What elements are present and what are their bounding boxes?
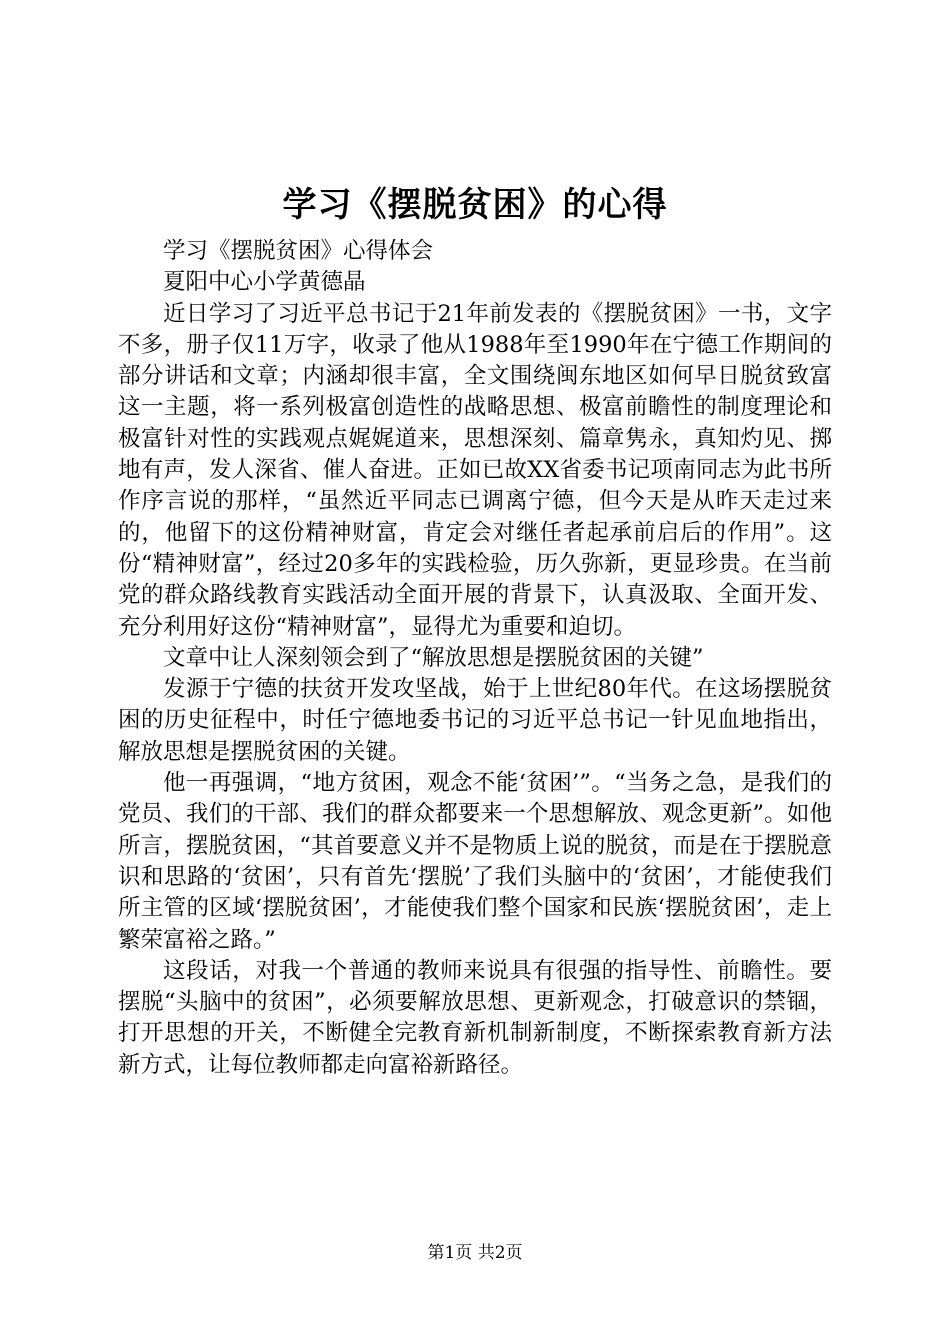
- paragraph: 这段话，对我一个普通的教师来说具有很强的指导性、前瞻性。要摆脱“头脑中的贫困”，必须要解放思想、更新观念，打破意识的禁锢，打开思想的开关，不断健全完教育新机制新制度，不断探索教育新方法新方式，让每位教师都走向富裕新路径。: [118, 957, 832, 1078]
- paragraph-heading: 文章中让人深刻领会到了“解放思想是摆脱贫困的关键”: [163, 644, 704, 671]
- page-footer: 第1页 共2页: [427, 1243, 523, 1263]
- document-title: 学习《摆脱贫困》的心得: [282, 185, 668, 225]
- paragraph: 他一再强调，“地方贫困，观念不能‘贫困’”。“当务之急，是我们的党员、我们的干部、我们的群众都要来一个思想解放、观念更新”。如他所言，摆脱贫困，“其首要意义并不是物质上说的脱贫，而是在于摆脱意识和思路的‘贫困’，只有首先‘摆脱’了我们头脑中的‘贫困’，才能使我们所主管的区域‘摆脱贫困’，才能使我们整个国家和民族‘摆脱贫困’，走上繁荣富裕之路。”: [118, 770, 832, 953]
- paragraph: 发源于宁德的扶贫开发攻坚战，始于上世纪80年代。在这场摆脱贫困的历史征程中，时任宁德地委书记的习近平总书记一针见血地指出，解放思想是摆脱贫困的关键。: [118, 676, 832, 765]
- document-body: [118, 236, 832, 1081]
- paragraph-subtitle: 学习《摆脱贫困》心得体会: [163, 238, 434, 264]
- paragraph-author: 夏阳中心小学黄德晶: [163, 269, 366, 296]
- paragraph: 近日学习了习近平总书记于21年前发表的《摆脱贫困》一书，文字不多，册子仅11万字，收录了他从1988年至1990年在宁德工作期间的部分讲话和文章；内涵却很丰富，全文围绕闽东地区如何早日脱贫致富这一主题，将一系列极富创造性的战略思想、极富前瞻性的制度理论和极富针对性的实践观点娓娓道来，思想深刻、篇章隽永，真知灼见、掷地有声，发人深省、催人奋进。正如已故XX省委书记项南同志为此书所作序言说的那样，“虽然近平同志已调离宁德，但今天是从昨天走过来的，他留下的这份精神财富，肯定会对继任者起承前启后的作用”。这份“精神财富”，经过20多年的实践检验，历久弥新，更显珍贵。在当前党的群众路线教育实践活动全面开展的背景下，认真汲取、全面开发、充分利用好这份“精神财富”，显得尤为重要和迫切。: [118, 300, 832, 640]
